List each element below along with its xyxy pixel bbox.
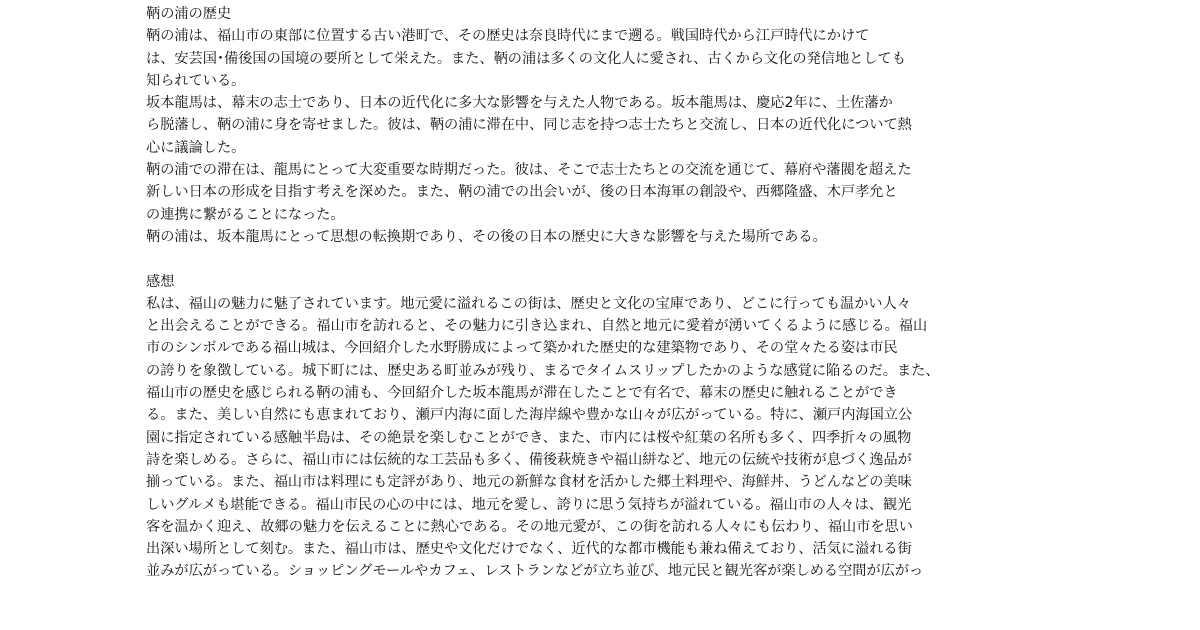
paragraph-line: 坂本龍馬は、幕末の志士であり、日本の近代化に多大な影響を与えた人物である。坂本龍馬は、慶応2年に、土佐藩か [146, 95, 893, 112]
paragraph-line: 揃っている。また、福山市は料理にも定評があり、地元の新鮮な食材を活かした郷土料理や、海鮮丼、うどんなどの美味 [146, 474, 912, 491]
paragraph-line: と出会えることができる。福山市を訪れると、その魅力に引き込まれ、自然と地元に愛着が湧いてくるように感じる。福山 [146, 318, 928, 335]
section-heading-impressions: 感想 [146, 273, 175, 290]
section-spacer [146, 248, 1056, 270]
paragraph-line: 鞆の浦での滞在は、龍馬にとって大変重要な時期だった。彼は、そこで志士たちとの交流を通じて、幕府や藩閥を超えた [146, 162, 912, 179]
section-heading-tomonoura-history: 鞆の浦の歴史 [146, 6, 232, 22]
paragraph-line: 並みが広がっている。ショッピングモールやカフェ、レストランなどが立ち並び、地元民と観光客が楽しめる空間が広がっ [146, 563, 924, 580]
paragraph-line: る。また、美しい自然にも恵まれており、瀬戸内海に面した海岸線や豊かな山々が広がっている。特に、瀬戸内海国立公 [146, 407, 913, 424]
paragraph-line: ら脱藩し、鞆の浦に身を寄せました。彼は、鞆の浦に滞在中、同じ志を持つ志士たちと交流し、日本の近代化について熱 [146, 117, 912, 134]
paragraph-line: 出深い場所として刻む。また、福山市は、歴史や文化だけでなく、近代的な都市機能も兼ね備えており、活気に溢れる街 [146, 541, 912, 558]
paragraph-line: 鞆の浦は、福山市の東部に位置する古い港町で、その歴史は奈良時代にまで遡る。戦国時代から江戸時代にかけて [146, 28, 870, 45]
paragraph-line: 鞆の浦は、坂本龍馬にとって思想の転換期であり、その後の日本の歴史に大きな影響を与えた場所である。 [146, 228, 827, 245]
paragraph-line: の連携に繋がることになった。 [146, 206, 345, 223]
paragraph-line: しいグルメも堪能できる。福山市民の心の中には、地元を愛し、誇りに思う気持ちが溢れている。福山市の人々は、観光 [146, 496, 912, 513]
paragraph-line: 園に指定されている感触半島は、その絶景を楽しむことができ、また、市内には桜や紅葉の名所も多く、四季折々の風物 [146, 429, 912, 446]
paragraph-line: 心に議論した。 [146, 139, 246, 156]
paragraph-line: 知られている。 [146, 72, 246, 89]
paragraph-line: 私は、福山の魅力に魅了されています。地元愛に溢れるこの街は、歴史と文化の宝庫であり、どこに行っても温かい人々 [146, 295, 911, 312]
paragraph-line: 市のシンボルである福山城は、今回紹介した水野勝成によって築かれた歴史的な建築物であり、その堂々たる姿は市民 [146, 340, 898, 357]
paragraph-line: 客を温かく迎え、故郷の魅力を伝えることに熱心である。その地元愛が、この街を訪れる人々にも伝わり、福山市を思い [146, 518, 913, 535]
paragraph-line: は、安芸国･備後国の国境の要所として栄えた。また、鞆の浦は多くの文化人に愛され、古くから文化の発信地としても [146, 50, 906, 67]
paragraph-line: の誇りを象徴している。城下町には、歴史ある町並みが残り、まるでタイムスリップしたかのような感覚に陥るのだ。また、 [146, 362, 940, 379]
paragraph-line: 詩を楽しめる。さらに、福山市には伝統的な工芸品も多く、備後萩焼きや福山絣など、地元の伝統や技術が息づく逸品が [146, 451, 912, 468]
paragraph-line: 福山市の歴史を感じられる鞆の浦も、今回紹介した坂本龍馬が滞在したことで有名で、幕末の歴史に触れることができ [146, 385, 898, 402]
document-body [146, 3, 1056, 583]
paragraph-line: 新しい日本の形成を目指す考えを深めた。また、鞆の浦での出会いが、後の日本海軍の創設や、西郷隆盛、木戸孝允と [146, 184, 898, 201]
